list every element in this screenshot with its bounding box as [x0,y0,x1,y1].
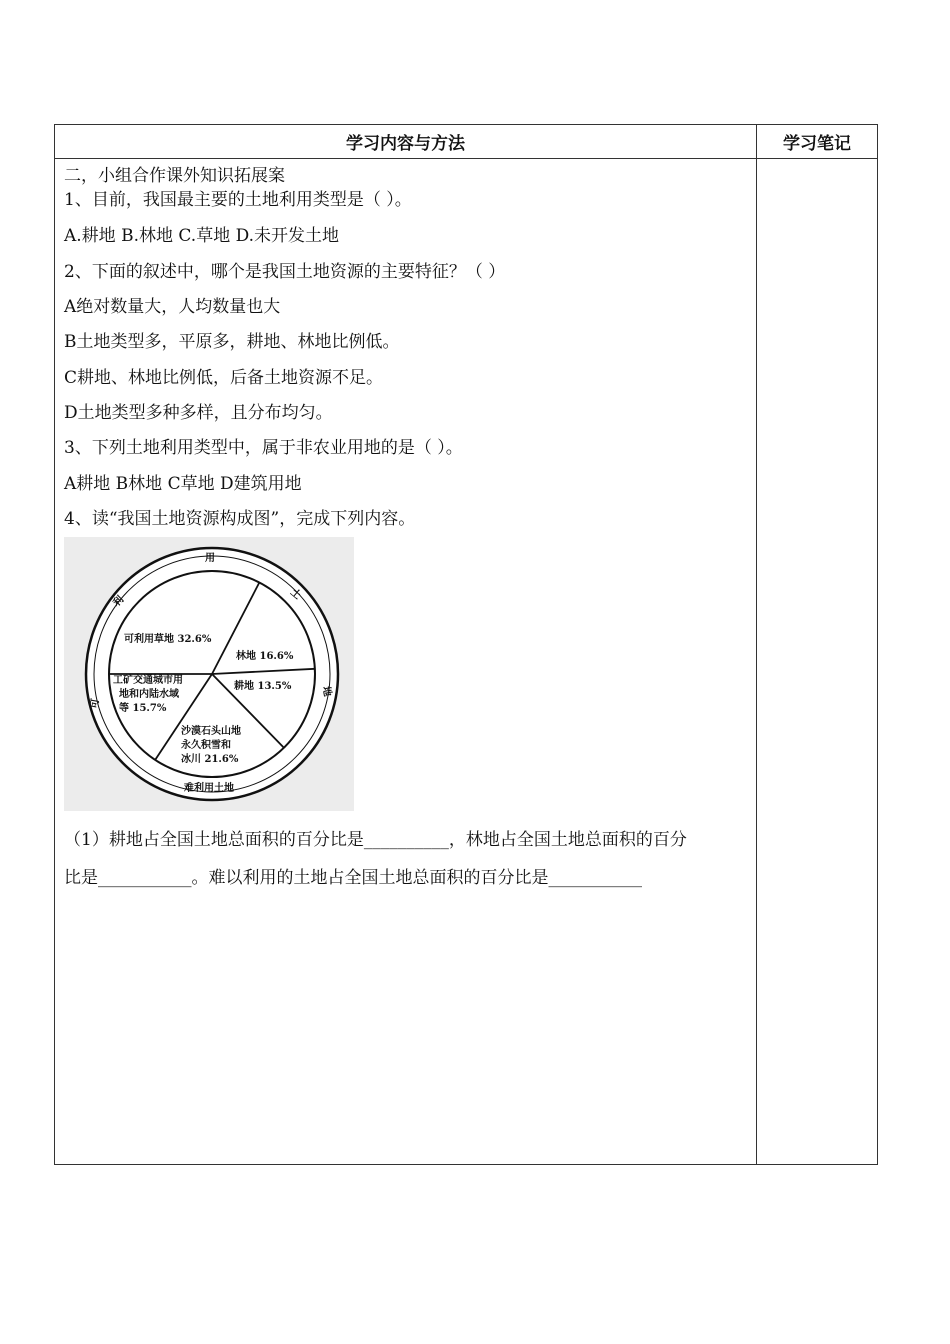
slice-label-urban-line-2: 地和内陆水域 [119,689,179,700]
question-2-option-b: B土地类型多，平原多，耕地、林地比例低。 [64,332,400,352]
study-sheet-table [54,124,878,1165]
question-2-option-c: C耕地、林地比例低，后备土地资源不足。 [64,368,384,388]
ring-label-right-top: 土 [288,586,303,602]
question-4-stem: 4、读“我国土地资源构成图”，完成下列内容。 [64,509,416,529]
question-3-stem: 3、下列土地利用类型中，属于非农业用地的是（ ）。 [64,438,463,458]
question-3-options: A耕地 B林地 C草地 D建筑用地 [64,474,302,494]
header-study-notes: 学习笔记 [783,134,851,154]
slice-label-desert-line-2: 永久积雪和 [181,740,231,751]
notes-column-divider [756,159,757,1164]
question-2-option-d: D土地类型多种多样，且分布均匀。 [64,403,333,423]
slice-label-forest: 林地 16.6% [236,651,294,662]
table-header-row [55,125,877,159]
ring-label-right: 地 [320,685,333,698]
question-1-stem: 1、目前，我国最主要的土地利用类型是（ ）。 [64,190,412,210]
pie-chart-svg [64,537,354,811]
question-2-stem: 2、下面的叙述中，哪个是我国土地资源的主要特征？（ ） [64,262,506,282]
section-title: 二，小组合作课外知识拓展案 [64,166,285,186]
land-resources-pie-chart [64,537,354,811]
ring-label-left-top: 利 [111,594,127,610]
slice-label-urban-line-1: 工矿交通城市用 [113,675,183,686]
ring-label-bottom: 难利用土地 [184,783,234,794]
question-2-option-a: A绝对数量大，人均数量也大 [64,297,281,317]
question-4-fill-line-2: 比是___________。难以利用的土地占全国土地总面积的百分比是___________ [64,868,642,888]
slice-label-urban-line-3: 等 15.7% [119,703,167,714]
question-1-options: A.耕地 B.林地 C.草地 D.未开发土地 [64,226,340,246]
ring-label-left: 可 [89,697,102,710]
slice-label-farmland: 耕地 13.5% [234,681,292,692]
question-4-fill-line-1: （1）耕地占全国土地总面积的百分比是__________，林地占全国土地总面积的百分 [64,830,687,850]
ring-label-top: 用 [205,553,215,564]
slice-label-desert-line-3: 冰川 21.6% [181,754,239,765]
header-content-method: 学习内容与方法 [55,125,757,158]
slice-label-grassland: 可利用草地 32.6% [124,634,212,645]
slice-label-desert-line-1: 沙漠石头山地 [181,726,241,737]
